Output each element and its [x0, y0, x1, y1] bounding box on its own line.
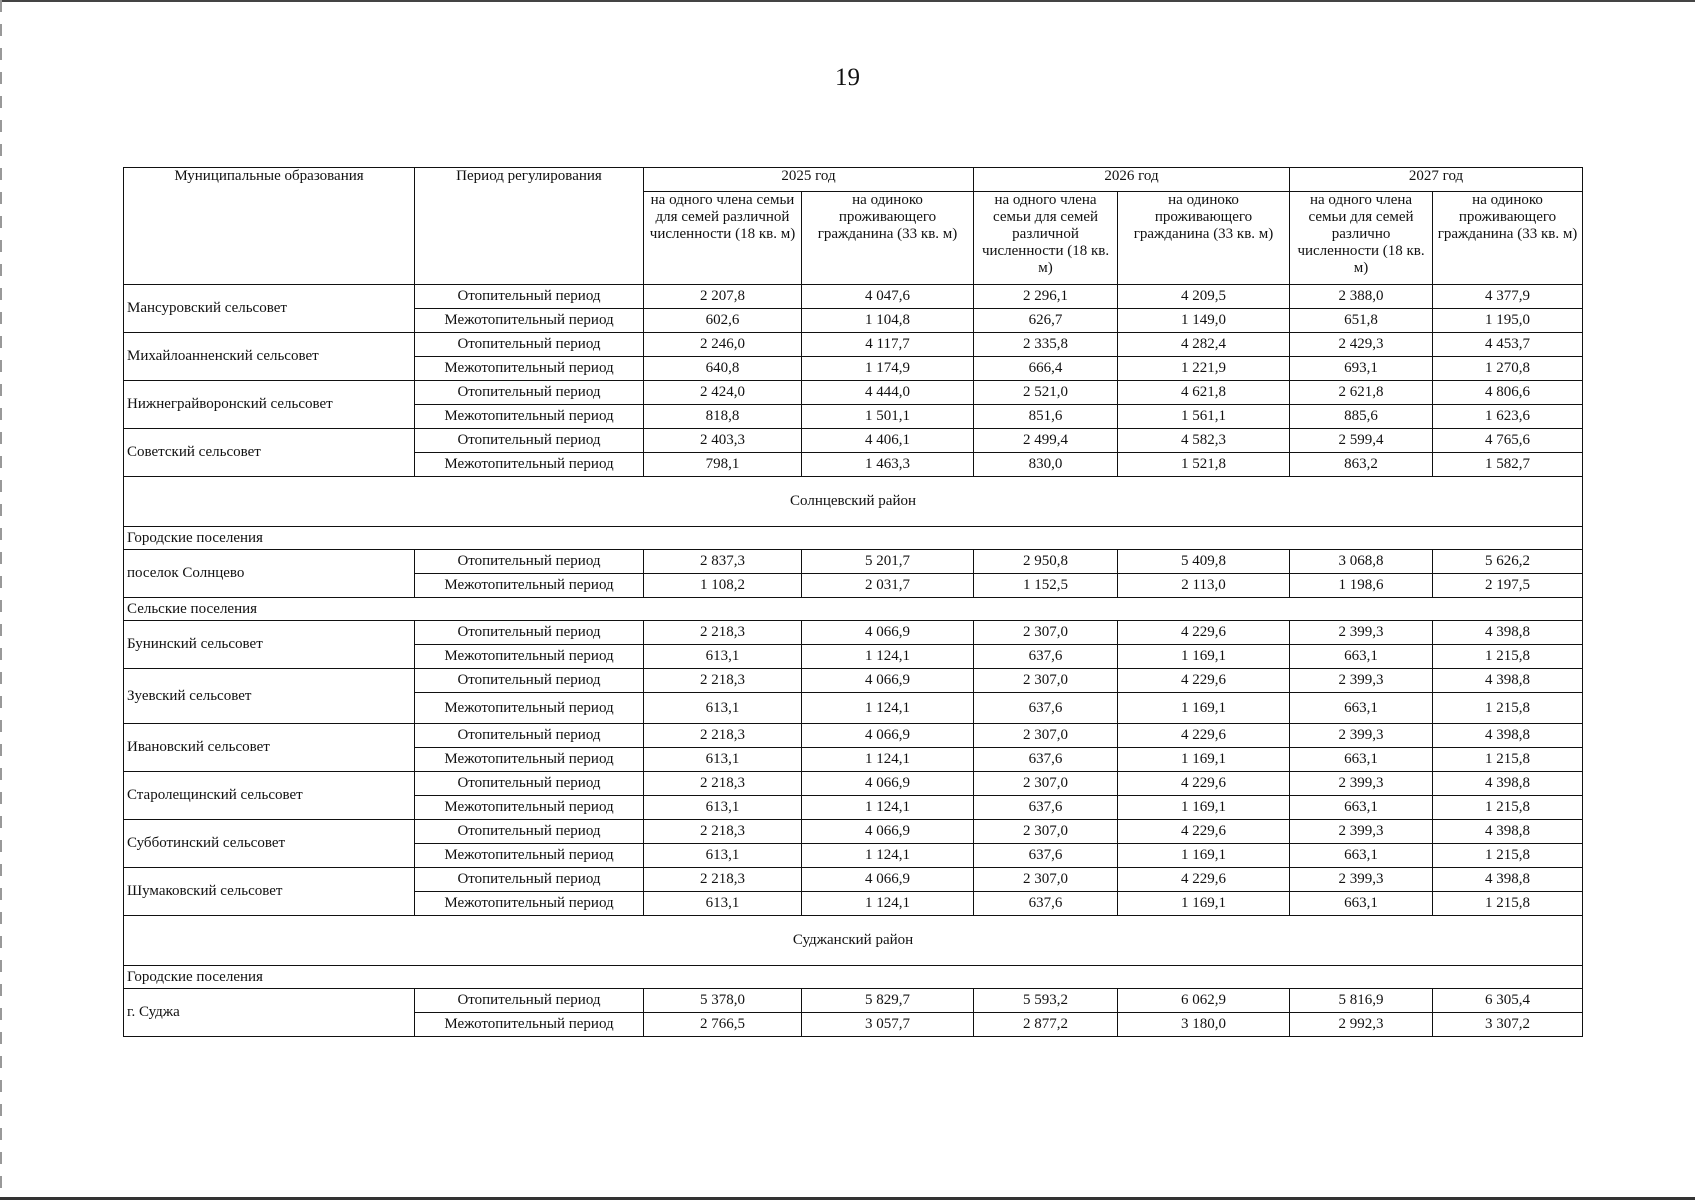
value-cell: 4 229,6 — [1118, 772, 1290, 796]
value-cell: 2 197,5 — [1433, 574, 1583, 598]
value-cell: 4 806,6 — [1433, 381, 1583, 405]
group-title: Городские поселения — [124, 966, 1583, 989]
group-row — [124, 966, 1583, 989]
municipality-name: Зуевский сельсовет — [124, 669, 415, 724]
value-cell: 1 169,1 — [1118, 645, 1290, 669]
value-cell: 4 398,8 — [1433, 724, 1583, 748]
value-cell: 4 377,9 — [1433, 285, 1583, 309]
nonheating-period-label: Межотопительный период — [415, 892, 644, 916]
header-subcol: на одного члена семьи для семей различной численности (18 кв. м) — [974, 192, 1118, 285]
value-cell: 1 463,3 — [802, 453, 974, 477]
value-cell: 637,6 — [974, 796, 1118, 820]
value-cell: 1 169,1 — [1118, 796, 1290, 820]
municipality-name: Нижнеграйворонский сельсовет — [124, 381, 415, 429]
municipality-name: Старолещинский сельсовет — [124, 772, 415, 820]
value-cell: 640,8 — [644, 357, 802, 381]
value-cell: 637,6 — [974, 892, 1118, 916]
heating-period-label: Отопительный период — [415, 989, 644, 1013]
value-cell: 4 282,4 — [1118, 333, 1290, 357]
value-cell: 4 398,8 — [1433, 621, 1583, 645]
value-cell: 1 169,1 — [1118, 844, 1290, 868]
group-row — [124, 527, 1583, 550]
nonheating-period-label: Межотопительный период — [415, 844, 644, 868]
value-cell: 2 424,0 — [644, 381, 802, 405]
value-cell: 4 117,7 — [802, 333, 974, 357]
value-cell: 863,2 — [1290, 453, 1433, 477]
value-cell: 1 501,1 — [802, 405, 974, 429]
value-cell: 4 066,9 — [802, 868, 974, 892]
value-cell: 2 399,3 — [1290, 724, 1433, 748]
scan-edge-top — [0, 0, 1695, 2]
value-cell: 5 409,8 — [1118, 550, 1290, 574]
value-cell: 1 108,2 — [644, 574, 802, 598]
value-cell: 2 621,8 — [1290, 381, 1433, 405]
value-cell: 2 296,1 — [974, 285, 1118, 309]
table-row — [124, 333, 1583, 357]
value-cell: 1 149,0 — [1118, 309, 1290, 333]
table-row — [124, 381, 1583, 405]
value-cell: 1 124,1 — [802, 748, 974, 772]
table-row — [124, 820, 1583, 844]
value-cell: 3 068,8 — [1290, 550, 1433, 574]
value-cell: 885,6 — [1290, 405, 1433, 429]
value-cell: 613,1 — [644, 844, 802, 868]
value-cell: 2 877,2 — [974, 1013, 1118, 1037]
heating-period-label: Отопительный период — [415, 621, 644, 645]
value-cell: 1 124,1 — [802, 892, 974, 916]
municipality-name: Михайлоанненский сельсовет — [124, 333, 415, 381]
value-cell: 637,6 — [974, 748, 1118, 772]
value-cell: 4 444,0 — [802, 381, 974, 405]
heating-period-label: Отопительный период — [415, 820, 644, 844]
value-cell: 5 201,7 — [802, 550, 974, 574]
value-cell: 637,6 — [974, 645, 1118, 669]
value-cell: 2 399,3 — [1290, 772, 1433, 796]
nonheating-period-label: Межотопительный период — [415, 1013, 644, 1037]
value-cell: 2 307,0 — [974, 868, 1118, 892]
municipality-name: Шумаковский сельсовет — [124, 868, 415, 916]
value-cell: 2 950,8 — [974, 550, 1118, 574]
heating-period-label: Отопительный период — [415, 333, 644, 357]
value-cell: 2 246,0 — [644, 333, 802, 357]
value-cell: 2 399,3 — [1290, 820, 1433, 844]
value-cell: 2 218,3 — [644, 772, 802, 796]
value-cell: 3 180,0 — [1118, 1013, 1290, 1037]
value-cell: 4 209,5 — [1118, 285, 1290, 309]
value-cell: 2 837,3 — [644, 550, 802, 574]
table-row — [124, 429, 1583, 453]
value-cell: 1 215,8 — [1433, 693, 1583, 724]
value-cell: 1 174,9 — [802, 357, 974, 381]
municipality-name: Субботинский сельсовет — [124, 820, 415, 868]
value-cell: 2 399,3 — [1290, 621, 1433, 645]
value-cell: 5 829,7 — [802, 989, 974, 1013]
table-row — [124, 868, 1583, 892]
value-cell: 4 066,9 — [802, 820, 974, 844]
value-cell: 613,1 — [644, 645, 802, 669]
district-row — [124, 916, 1583, 966]
value-cell: 1 521,8 — [1118, 453, 1290, 477]
value-cell: 5 626,2 — [1433, 550, 1583, 574]
header-year-2026: 2026 год — [974, 168, 1290, 192]
district-row — [124, 477, 1583, 527]
heating-period-label: Отопительный период — [415, 724, 644, 748]
value-cell: 2 307,0 — [974, 820, 1118, 844]
value-cell: 818,8 — [644, 405, 802, 429]
header-subcol: на одиноко проживающего гражданина (33 кв. м) — [1118, 192, 1290, 285]
value-cell: 663,1 — [1290, 693, 1433, 724]
value-cell: 1 215,8 — [1433, 892, 1583, 916]
value-cell: 663,1 — [1290, 645, 1433, 669]
value-cell: 613,1 — [644, 748, 802, 772]
value-cell: 2 766,5 — [644, 1013, 802, 1037]
value-cell: 851,6 — [974, 405, 1118, 429]
municipality-name: поселок Солнцево — [124, 550, 415, 598]
header-subcol: на одиноко проживающего гражданина (33 кв. м) — [802, 192, 974, 285]
value-cell: 2 399,3 — [1290, 868, 1433, 892]
value-cell: 663,1 — [1290, 748, 1433, 772]
value-cell: 613,1 — [644, 796, 802, 820]
value-cell: 2 218,3 — [644, 724, 802, 748]
value-cell: 798,1 — [644, 453, 802, 477]
value-cell: 1 104,8 — [802, 309, 974, 333]
value-cell: 2 113,0 — [1118, 574, 1290, 598]
value-cell: 1 169,1 — [1118, 748, 1290, 772]
value-cell: 830,0 — [974, 453, 1118, 477]
value-cell: 1 215,8 — [1433, 796, 1583, 820]
table-row — [124, 989, 1583, 1013]
value-cell: 2 307,0 — [974, 724, 1118, 748]
value-cell: 2 207,8 — [644, 285, 802, 309]
district-title: Суджанский район — [124, 916, 1583, 966]
value-cell: 2 399,3 — [1290, 669, 1433, 693]
value-cell: 1 270,8 — [1433, 357, 1583, 381]
value-cell: 1 152,5 — [974, 574, 1118, 598]
value-cell: 613,1 — [644, 892, 802, 916]
table-row — [124, 669, 1583, 693]
value-cell: 2 599,4 — [1290, 429, 1433, 453]
value-cell: 6 305,4 — [1433, 989, 1583, 1013]
municipality-name: г. Суджа — [124, 989, 415, 1037]
heating-period-label: Отопительный период — [415, 429, 644, 453]
value-cell: 613,1 — [644, 693, 802, 724]
value-cell: 637,6 — [974, 844, 1118, 868]
value-cell: 1 623,6 — [1433, 405, 1583, 429]
value-cell: 1 221,9 — [1118, 357, 1290, 381]
value-cell: 602,6 — [644, 309, 802, 333]
table-row — [124, 550, 1583, 574]
value-cell: 4 229,6 — [1118, 621, 1290, 645]
heating-period-label: Отопительный период — [415, 772, 644, 796]
value-cell: 5 378,0 — [644, 989, 802, 1013]
header-year-2025: 2025 год — [644, 168, 974, 192]
value-cell: 4 229,6 — [1118, 724, 1290, 748]
heating-period-label: Отопительный период — [415, 381, 644, 405]
value-cell: 4 398,8 — [1433, 772, 1583, 796]
nonheating-period-label: Межотопительный период — [415, 357, 644, 381]
value-cell: 4 047,6 — [802, 285, 974, 309]
value-cell: 2 218,3 — [644, 669, 802, 693]
value-cell: 5 593,2 — [974, 989, 1118, 1013]
value-cell: 2 992,3 — [1290, 1013, 1433, 1037]
value-cell: 1 582,7 — [1433, 453, 1583, 477]
scan-edge-left — [0, 0, 2, 1200]
value-cell: 1 215,8 — [1433, 844, 1583, 868]
value-cell: 4 229,6 — [1118, 820, 1290, 844]
value-cell: 2 335,8 — [974, 333, 1118, 357]
tariff-table — [123, 167, 1583, 1037]
page-number: 19 — [835, 64, 860, 91]
heating-period-label: Отопительный период — [415, 868, 644, 892]
group-title: Сельские поселения — [124, 598, 1583, 621]
value-cell: 626,7 — [974, 309, 1118, 333]
value-cell: 1 215,8 — [1433, 645, 1583, 669]
table-header — [124, 168, 1583, 285]
value-cell: 2 388,0 — [1290, 285, 1433, 309]
value-cell: 3 057,7 — [802, 1013, 974, 1037]
value-cell: 663,1 — [1290, 892, 1433, 916]
value-cell: 2 218,3 — [644, 621, 802, 645]
municipality-name: Советский сельсовет — [124, 429, 415, 477]
nonheating-period-label: Межотопительный период — [415, 693, 644, 724]
header-subcol: на одного члена семьи для семей различной численности (18 кв. м) — [644, 192, 802, 285]
value-cell: 4 066,9 — [802, 621, 974, 645]
nonheating-period-label: Межотопительный период — [415, 748, 644, 772]
nonheating-period-label: Межотопительный период — [415, 645, 644, 669]
value-cell: 2 403,3 — [644, 429, 802, 453]
value-cell: 4 066,9 — [802, 724, 974, 748]
group-row — [124, 598, 1583, 621]
value-cell: 4 398,8 — [1433, 868, 1583, 892]
nonheating-period-label: Межотопительный период — [415, 405, 644, 429]
value-cell: 1 215,8 — [1433, 748, 1583, 772]
value-cell: 2 521,0 — [974, 381, 1118, 405]
value-cell: 3 307,2 — [1433, 1013, 1583, 1037]
header-period: Период регулирования — [415, 168, 644, 285]
header-subcol: на одиноко проживающего гражданина (33 кв. м) — [1433, 192, 1583, 285]
value-cell: 1 124,1 — [802, 844, 974, 868]
value-cell: 2 218,3 — [644, 868, 802, 892]
municipality-name: Ивановский сельсовет — [124, 724, 415, 772]
header-municipality: Муниципальные образования — [124, 168, 415, 285]
value-cell: 637,6 — [974, 693, 1118, 724]
municipality-name: Бунинский сельсовет — [124, 621, 415, 669]
heating-period-label: Отопительный период — [415, 669, 644, 693]
group-title: Городские поселения — [124, 527, 1583, 550]
value-cell: 2 218,3 — [644, 820, 802, 844]
header-subcol: на одного члена семьи для семей различно численности (18 кв. м) — [1290, 192, 1433, 285]
value-cell: 663,1 — [1290, 844, 1433, 868]
value-cell: 5 816,9 — [1290, 989, 1433, 1013]
value-cell: 666,4 — [974, 357, 1118, 381]
value-cell: 4 765,6 — [1433, 429, 1583, 453]
table-row — [124, 772, 1583, 796]
value-cell: 1 198,6 — [1290, 574, 1433, 598]
value-cell: 1 124,1 — [802, 796, 974, 820]
value-cell: 2 307,0 — [974, 669, 1118, 693]
table-body — [124, 285, 1583, 1037]
value-cell: 4 066,9 — [802, 772, 974, 796]
value-cell: 4 229,6 — [1118, 669, 1290, 693]
value-cell: 4 406,1 — [802, 429, 974, 453]
value-cell: 2 307,0 — [974, 772, 1118, 796]
value-cell: 4 621,8 — [1118, 381, 1290, 405]
value-cell: 4 066,9 — [802, 669, 974, 693]
table-row — [124, 724, 1583, 748]
value-cell: 1 169,1 — [1118, 693, 1290, 724]
table-row — [124, 285, 1583, 309]
value-cell: 2 429,3 — [1290, 333, 1433, 357]
value-cell: 4 398,8 — [1433, 669, 1583, 693]
nonheating-period-label: Межотопительный период — [415, 309, 644, 333]
value-cell: 651,8 — [1290, 309, 1433, 333]
district-title: Солнцевский район — [124, 477, 1583, 527]
value-cell: 1 124,1 — [802, 693, 974, 724]
nonheating-period-label: Межотопительный период — [415, 453, 644, 477]
value-cell: 4 229,6 — [1118, 868, 1290, 892]
value-cell: 2 307,0 — [974, 621, 1118, 645]
value-cell: 1 124,1 — [802, 645, 974, 669]
value-cell: 1 195,0 — [1433, 309, 1583, 333]
heating-period-label: Отопительный период — [415, 285, 644, 309]
value-cell: 6 062,9 — [1118, 989, 1290, 1013]
value-cell: 2 499,4 — [974, 429, 1118, 453]
value-cell: 4 398,8 — [1433, 820, 1583, 844]
value-cell: 2 031,7 — [802, 574, 974, 598]
value-cell: 4 582,3 — [1118, 429, 1290, 453]
value-cell: 663,1 — [1290, 796, 1433, 820]
value-cell: 1 561,1 — [1118, 405, 1290, 429]
heating-period-label: Отопительный период — [415, 550, 644, 574]
value-cell: 4 453,7 — [1433, 333, 1583, 357]
value-cell: 693,1 — [1290, 357, 1433, 381]
header-year-2027: 2027 год — [1290, 168, 1583, 192]
table-row — [124, 621, 1583, 645]
nonheating-period-label: Межотопительный период — [415, 574, 644, 598]
nonheating-period-label: Межотопительный период — [415, 796, 644, 820]
value-cell: 1 169,1 — [1118, 892, 1290, 916]
municipality-name: Мансуровский сельсовет — [124, 285, 415, 333]
